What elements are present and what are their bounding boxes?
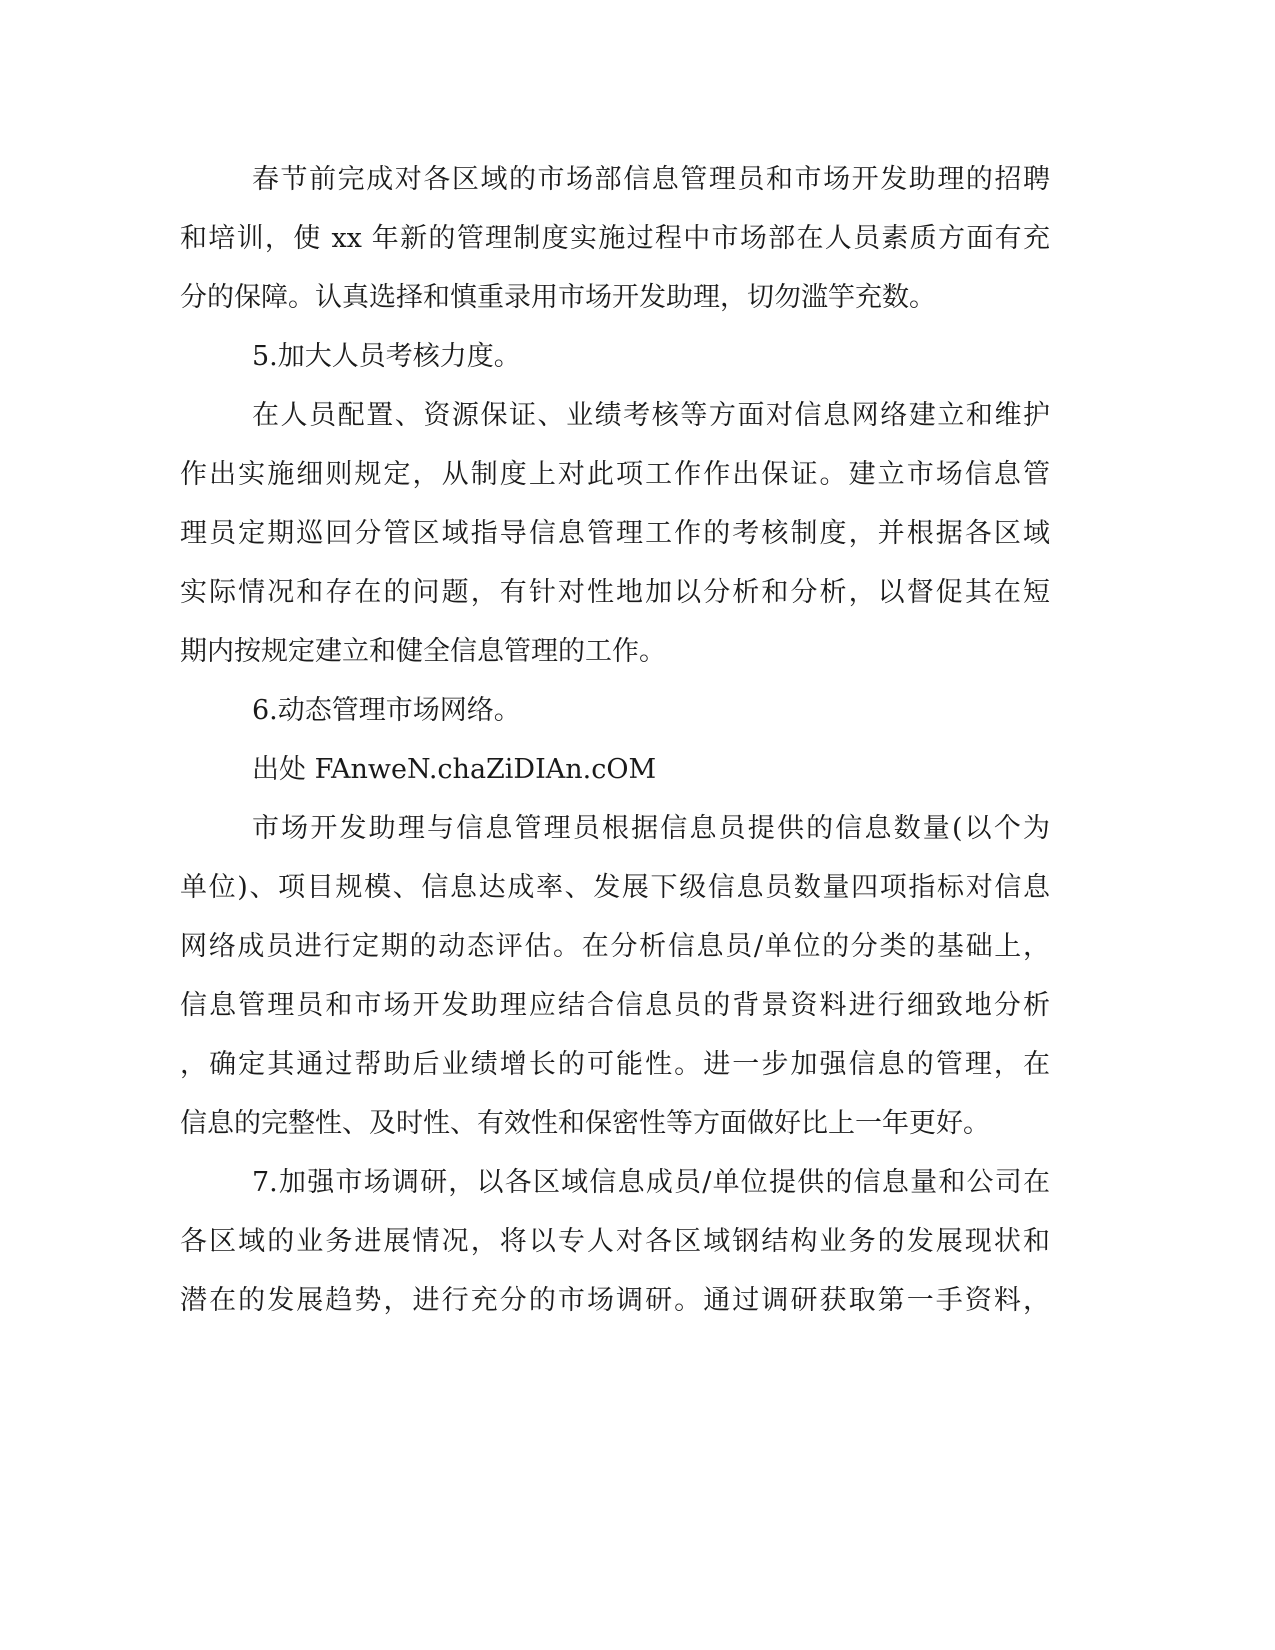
paragraph-line: 信息的完整性、及时性、有效性和保密性等方面做好比上一年更好。 xyxy=(180,1108,990,1139)
paragraph-line: 分的保障。认真选择和慎重录用市场开发助理，切勿滥竽充数。 xyxy=(180,282,936,313)
paragraph-line: ，确定其通过帮助后业绩增长的可能性。进一步加强信息的管理，在 xyxy=(180,1049,1050,1080)
paragraph-line: 市场开发助理与信息管理员根据信息员提供的信息数量(以个为 xyxy=(252,813,1050,844)
paragraph-line: 网络成员进行定期的动态评估。在分析信息员/单位的分类的基础上， xyxy=(180,931,1050,962)
paragraph-line: 和培训，使 xx 年新的管理制度实施过程中市场部在人员素质方面有充 xyxy=(180,223,1050,254)
paragraph-line: 实际情况和存在的问题，有针对性地加以分析和分析，以督促其在短 xyxy=(180,577,1050,608)
paragraph-line: 单位)、项目规模、信息达成率、发展下级信息员数量四项指标对信息 xyxy=(180,872,1050,903)
section-heading: 5.加大人员考核力度。 xyxy=(252,341,521,372)
paragraph-line: 潜在的发展趋势，进行充分的市场调研。通过调研获取第一手资料， xyxy=(180,1285,1050,1316)
paragraph-line: 各区域的业务进展情况，将以专人对各区域钢结构业务的发展现状和 xyxy=(180,1226,1050,1257)
paragraph-line: 在人员配置、资源保证、业绩考核等方面对信息网络建立和维护 xyxy=(252,400,1050,431)
paragraph-line: 春节前完成对各区域的市场部信息管理员和市场开发助理的招聘 xyxy=(252,164,1050,195)
section-heading: 6.动态管理市场网络。 xyxy=(252,695,521,726)
paragraph-line: 作出实施细则规定，从制度上对此项工作作出保证。建立市场信息管 xyxy=(180,459,1050,490)
source-line: 出处 FAnweN.chaZiDIAn.cOM xyxy=(252,754,657,785)
paragraph-line: 理员定期巡回分管区域指导信息管理工作的考核制度，并根据各区域 xyxy=(180,518,1050,549)
document-page xyxy=(180,150,1050,1330)
paragraph-line: 信息管理员和市场开发助理应结合信息员的背景资料进行细致地分析 xyxy=(180,990,1050,1021)
section-heading: 7.加强市场调研，以各区域信息成员/单位提供的信息量和公司在 xyxy=(252,1167,1050,1198)
paragraph-line: 期内按规定建立和健全信息管理的工作。 xyxy=(180,636,666,667)
